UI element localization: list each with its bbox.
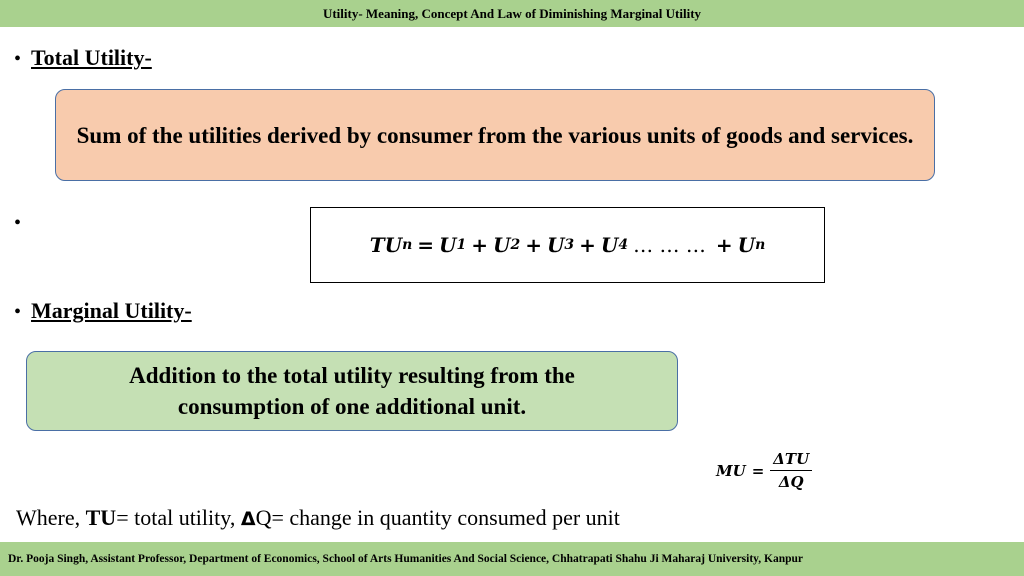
formula-term-u1: U — [439, 233, 457, 257]
where-prefix: Where, — [16, 505, 86, 530]
bullet-marginal-utility — [14, 298, 192, 324]
where-definitions — [16, 505, 620, 531]
formula-plus: + — [579, 233, 596, 257]
formula-lhs: TU — [369, 233, 403, 257]
bullet-marker: • — [14, 212, 22, 234]
mu-formula-numerator: ΔTU — [770, 450, 812, 471]
slide-footer — [0, 542, 1024, 576]
formula-term-u3: U — [546, 233, 565, 257]
tu-definition: = total utility, — [116, 505, 241, 530]
formula-term-u4: U — [600, 233, 619, 257]
formula-plus: + — [471, 233, 488, 257]
formula-lhs-subscript: n — [402, 237, 413, 253]
bullet-marker: • — [14, 301, 22, 323]
mu-formula-lhs: MU — [716, 461, 746, 480]
tu-abbreviation: TU — [85, 505, 117, 530]
header-title: Utility- Meaning, Concept And Law of Diminishing Marginal Utility — [322, 5, 702, 21]
total-utility-heading: Total Utility- — [31, 45, 152, 70]
formula-term-u2-subscript: 2 — [510, 237, 521, 253]
delta-symbol: Δ — [240, 508, 256, 530]
footer-author: Dr. Pooja Singh, Assistant Professor, Department of Economics, School of Arts Humanities And Social Science, Chhatrapati Shahu Ji Maharaj University, Kanpur — [8, 553, 804, 565]
total-utility-formula — [310, 207, 825, 283]
bullet-total-utility — [14, 45, 152, 71]
formula-term-u4-subscript: 4 — [618, 237, 629, 253]
total-utility-definition: Sum of the utilities derived by consumer from the various units of goods and services. — [76, 122, 914, 148]
bullet-marker: • — [14, 48, 22, 70]
formula-plus: + — [525, 233, 542, 257]
marginal-utility-definition-box — [26, 351, 678, 431]
q-definition: Q= change in quantity consumed per unit — [255, 505, 620, 530]
formula-term-u1-subscript: 1 — [456, 237, 467, 253]
marginal-utility-heading: Marginal Utility- — [31, 298, 192, 323]
bullet-empty — [14, 212, 21, 235]
formula-term-un: U — [737, 233, 756, 257]
formula-term-un-subscript: n — [755, 237, 766, 253]
mu-formula-equals: = — [751, 461, 765, 480]
slide-header — [0, 0, 1024, 27]
formula-plus: + — [715, 233, 733, 257]
mu-formula-fraction — [770, 450, 812, 491]
marginal-utility-definition: Addition to the total utility resulting from the consumption of one additional unit. — [129, 363, 575, 419]
formula-term-u3-subscript: 3 — [564, 237, 575, 253]
formula-ellipsis: … … … — [633, 233, 706, 257]
formula-term-u2: U — [492, 233, 511, 257]
mu-formula-denominator: ΔQ — [778, 473, 804, 491]
formula-equals: = — [417, 233, 435, 257]
marginal-utility-formula — [716, 450, 812, 491]
total-utility-definition-box — [55, 89, 935, 181]
